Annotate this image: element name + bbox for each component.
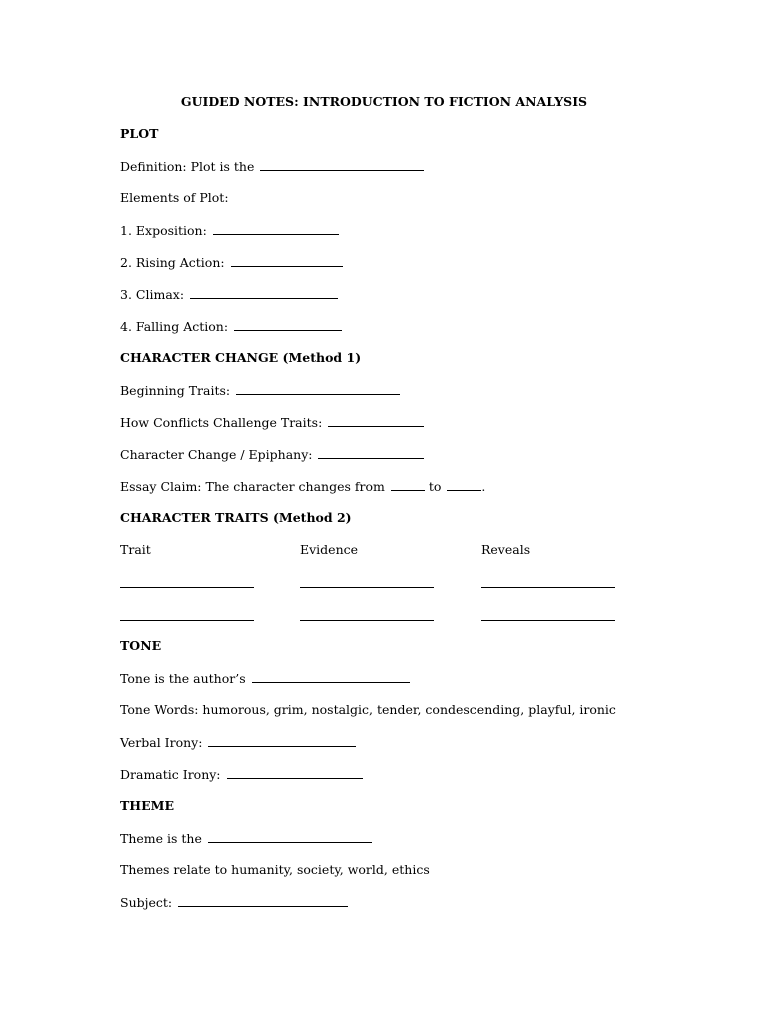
essay-claim-from-blank xyxy=(391,478,425,491)
trait-blank-row-1 xyxy=(120,587,254,588)
subject-line xyxy=(120,894,348,910)
tone-definition-line xyxy=(120,670,410,686)
trait-column-header: Trait xyxy=(120,542,151,557)
reveals-blank-row-1 xyxy=(481,587,615,588)
trait-blank-row-2 xyxy=(120,620,254,621)
themes-relate: Themes relate to humanity, society, world, ethics xyxy=(120,862,430,877)
rising-action-label: 2. Rising Action: xyxy=(120,255,229,270)
dramatic-irony-line xyxy=(120,766,363,782)
beginning-traits-label: Beginning Traits: xyxy=(120,383,235,398)
rising-action-blank xyxy=(231,254,343,267)
theme-heading: THEME xyxy=(120,798,175,813)
change-epiphany-line xyxy=(120,446,424,462)
theme-definition-label: Theme is the xyxy=(120,831,206,846)
how-conflicts-line xyxy=(120,414,424,430)
plot-heading: PLOT xyxy=(120,126,159,141)
exposition-label: 1. Exposition: xyxy=(120,223,211,238)
reveals-blank-row-2 xyxy=(481,620,615,621)
theme-definition-blank xyxy=(208,830,372,843)
tone-definition-label: Tone is the author’s xyxy=(120,671,250,686)
falling-action-blank xyxy=(234,318,342,331)
document-title: GUIDED NOTES: INTRODUCTION TO FICTION ANALYSIS xyxy=(180,94,588,109)
essay-claim-to-blank xyxy=(447,478,481,491)
reveals-column-header: Reveals xyxy=(481,542,531,557)
falling-action-line xyxy=(120,318,342,334)
change-epiphany-blank xyxy=(318,446,424,459)
rising-action-line xyxy=(120,254,343,270)
how-conflicts-blank xyxy=(328,414,424,427)
exposition-blank xyxy=(213,222,339,235)
theme-definition-line xyxy=(120,830,372,846)
elements-of-plot-label: Elements of Plot: xyxy=(120,190,229,205)
climax-label: 3. Climax: xyxy=(120,287,188,302)
exposition-line xyxy=(120,222,339,238)
tone-words: Tone Words: humorous, grim, nostalgic, tender, condescending, playful, ironic xyxy=(120,702,616,717)
essay-claim-to: to xyxy=(424,479,446,494)
falling-action-label: 4. Falling Action: xyxy=(120,319,233,334)
evidence-blank-row-2 xyxy=(300,620,434,621)
beginning-traits-blank xyxy=(236,382,400,395)
verbal-irony-line xyxy=(120,734,356,750)
verbal-irony-blank xyxy=(208,734,356,747)
dramatic-irony-label: Dramatic Irony: xyxy=(120,767,225,782)
essay-claim-period: . xyxy=(481,479,486,494)
character-change-heading: CHARACTER CHANGE (Method 1) xyxy=(120,350,362,365)
climax-line xyxy=(120,286,338,302)
dramatic-irony-blank xyxy=(227,766,363,779)
tone-definition-blank xyxy=(252,670,410,683)
change-epiphany-label: Character Change / Epiphany: xyxy=(120,447,317,462)
plot-definition-label: Definition: Plot is the xyxy=(120,159,259,174)
subject-label: Subject: xyxy=(120,895,177,910)
beginning-traits-line xyxy=(120,382,400,398)
subject-blank xyxy=(178,894,348,907)
plot-definition-line xyxy=(120,158,424,174)
essay-claim-label: Essay Claim: The character changes from xyxy=(120,479,389,494)
climax-blank xyxy=(190,286,338,299)
character-traits-heading: CHARACTER TRAITS (Method 2) xyxy=(120,510,352,525)
how-conflicts-label: How Conflicts Challenge Traits: xyxy=(120,415,327,430)
verbal-irony-label: Verbal Irony: xyxy=(120,735,207,750)
plot-definition-blank xyxy=(260,158,424,171)
evidence-blank-row-1 xyxy=(300,587,434,588)
essay-claim-line xyxy=(120,478,485,494)
evidence-column-header: Evidence xyxy=(300,542,359,557)
tone-heading: TONE xyxy=(120,638,162,653)
